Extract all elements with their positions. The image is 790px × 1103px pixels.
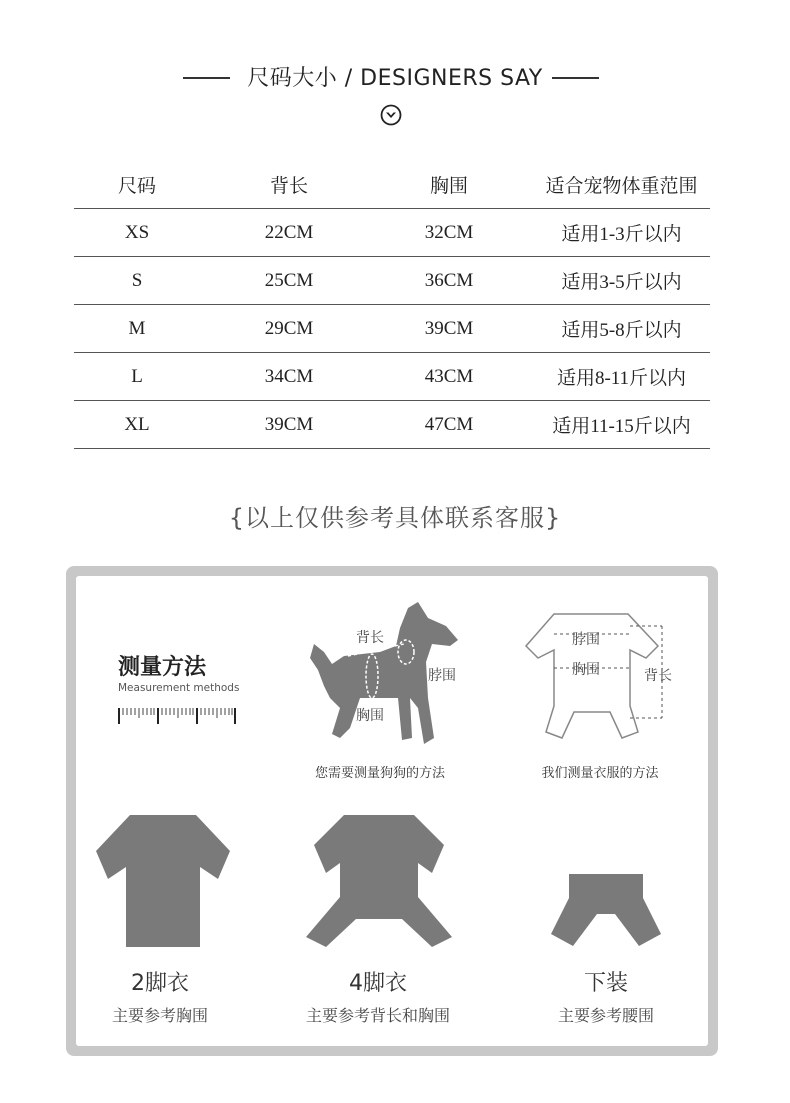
table-row xyxy=(74,208,710,256)
size-table xyxy=(74,160,710,449)
table-row xyxy=(74,304,710,352)
column-header-size: 尺码 xyxy=(117,174,156,197)
back-length-cell: 39CM xyxy=(264,413,314,435)
chest-cell: 39CM xyxy=(424,317,474,339)
column-header-chest: 胸围 xyxy=(429,174,468,197)
dog-label-neck: 脖围 xyxy=(428,668,456,684)
chest-cell: 36CM xyxy=(424,269,474,291)
table-row xyxy=(74,352,710,400)
column-header-back-length: 背长 xyxy=(269,174,308,197)
weight-range-cell: 适用1-3斤以内 xyxy=(561,224,682,245)
garment-label-back-length: 背长 xyxy=(644,668,672,684)
measurement-title: 测量方法 xyxy=(118,655,207,680)
dog-diagram-caption: 您需要测量狗狗的方法 xyxy=(314,766,445,781)
garment-measurement-diagram xyxy=(518,606,688,756)
type-name-pants: 下装 xyxy=(583,971,628,996)
size-cell: XS xyxy=(124,221,150,243)
header-right-rule xyxy=(552,77,599,79)
dog-label-chest: 胸围 xyxy=(356,708,384,724)
garment-diagram-caption: 我们测量衣服的方法 xyxy=(541,766,659,781)
back-length-cell: 34CM xyxy=(264,365,314,387)
weight-range-cell: 适用8-11斤以内 xyxy=(556,368,687,389)
garment-label-neck: 脖围 xyxy=(572,632,600,648)
dog-label-back-length: 背长 xyxy=(356,630,384,646)
table-row xyxy=(74,256,710,304)
size-cell: L xyxy=(131,365,143,387)
type-name-two-leg: 2脚衣 xyxy=(131,971,189,996)
table-header-row xyxy=(74,160,710,208)
back-length-cell: 25CM xyxy=(264,269,314,291)
back-length-cell: 29CM xyxy=(264,317,314,339)
measurement-subtitle: Measurement methods xyxy=(118,682,240,694)
chevron-down-circle-icon xyxy=(380,104,402,126)
chest-cell: 47CM xyxy=(424,413,474,435)
back-length-cell: 22CM xyxy=(264,221,314,243)
weight-range-cell: 适用5-8斤以内 xyxy=(561,320,682,341)
weight-range-cell: 适用3-5斤以内 xyxy=(561,272,682,293)
table-row xyxy=(74,400,710,449)
ruler-icon xyxy=(118,700,236,726)
type-desc-four-leg: 主要参考背长和胸围 xyxy=(305,1006,450,1025)
four-leg-suit-icon xyxy=(306,815,452,947)
type-desc-two-leg: 主要参考胸围 xyxy=(111,1006,208,1025)
chest-cell: 43CM xyxy=(424,365,474,387)
pants-icon xyxy=(551,874,661,946)
dog-measurement-diagram xyxy=(300,598,480,753)
type-desc-pants: 主要参考腰围 xyxy=(557,1006,654,1025)
weight-range-cell: 适用11-15斤以内 xyxy=(552,416,691,437)
reference-note: {以上仅供参考具体联系客服} xyxy=(228,504,562,532)
column-header-weight-range: 适合宠物体重范围 xyxy=(545,174,698,197)
chest-cell: 32CM xyxy=(424,221,474,243)
type-name-four-leg: 4脚衣 xyxy=(349,971,407,996)
size-cell: XL xyxy=(124,413,150,435)
garment-label-chest: 胸围 xyxy=(572,662,600,678)
size-cell: S xyxy=(131,269,143,291)
two-leg-shirt-icon xyxy=(96,815,230,947)
page-title: 尺码大小 / DESIGNERS SAY xyxy=(247,66,543,91)
size-cell: M xyxy=(128,317,146,339)
